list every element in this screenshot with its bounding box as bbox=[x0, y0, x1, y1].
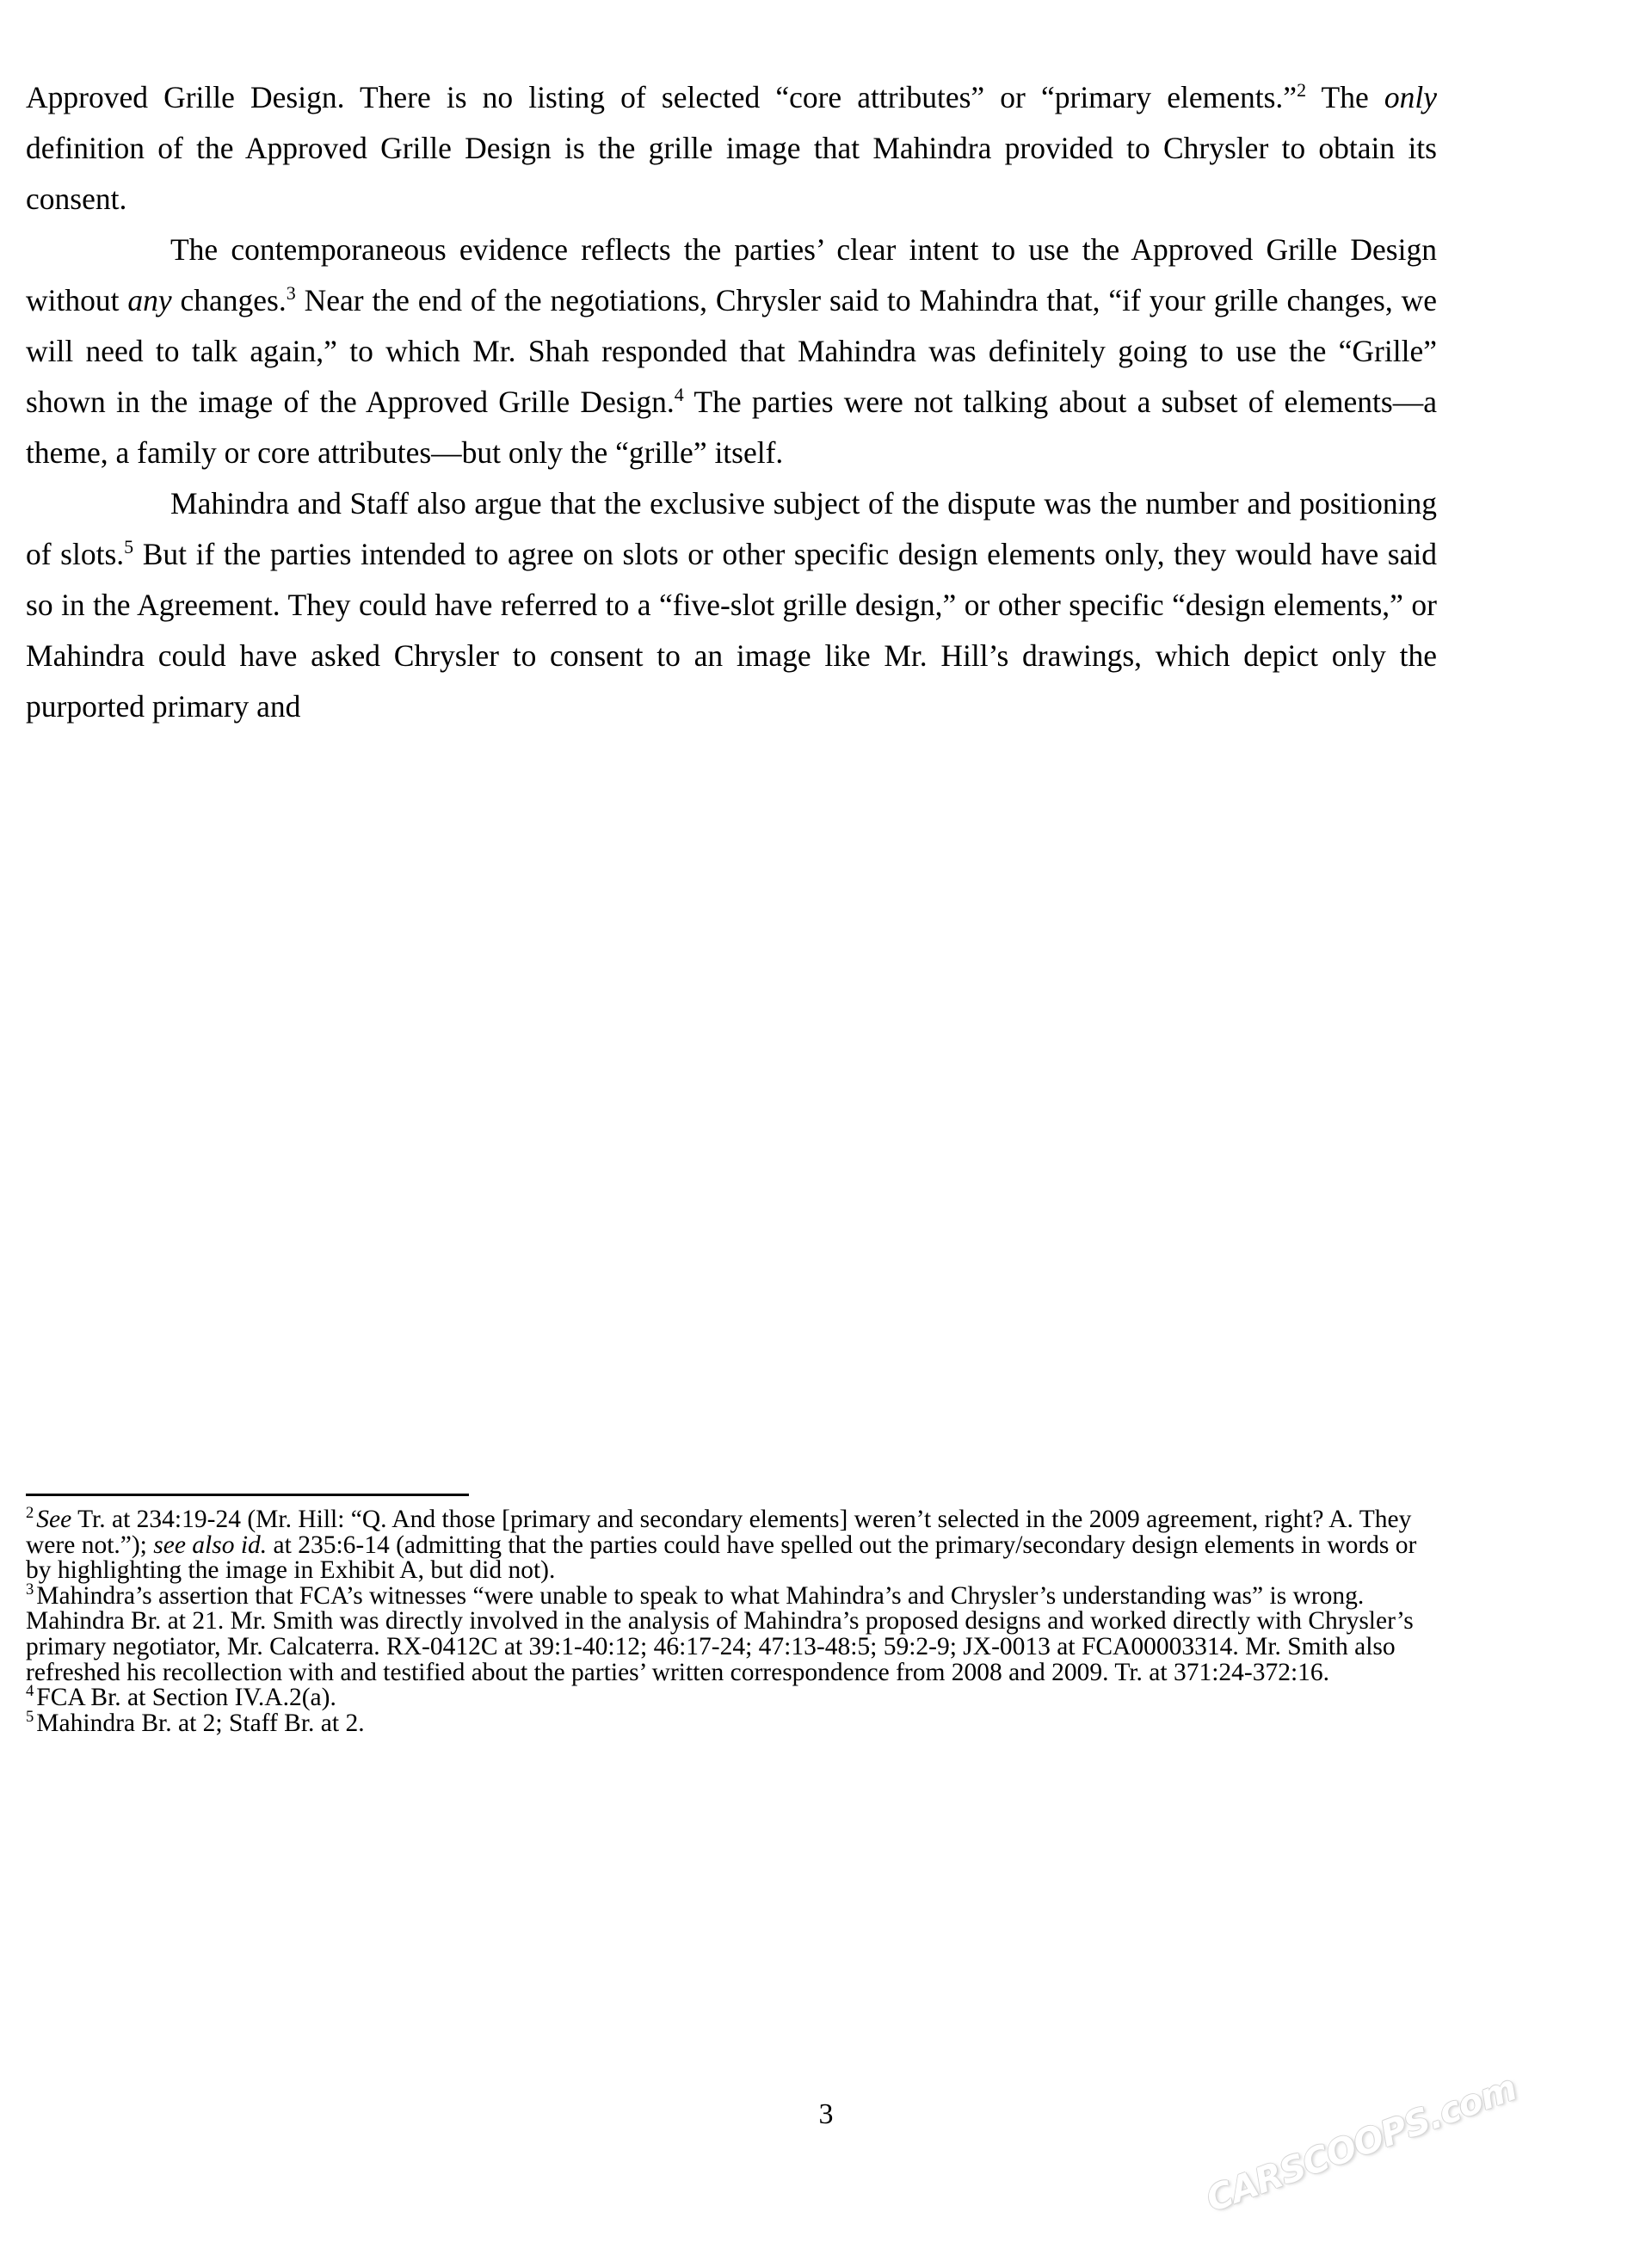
italic-run: only bbox=[1384, 80, 1437, 114]
text-run: Mahindra Br. at 2; Staff Br. at 2. bbox=[36, 1709, 365, 1737]
italic-run: See bbox=[36, 1506, 72, 1533]
text-run: Mahindra’s assertion that FCA’s witnesses “were unable to speak to what Mahindra’s and Chrysler’s understanding was” is wrong. Mahindra Br. at 21. Mr. Smith was directly involved in the analysis of Mahindra’s proposed designs and worked directly with Chrysler’s primary negotiator, Mr. Calcaterra. RX-0412C at 39:1-40:12; 46:17-24; 47:13-48:5; 59:2-9; JX-0013 at FCA00003314. Mr. Smith also refreshed his recollection with and testified about the parties’ written correspondence from 2008 and 2009. Tr. at 371:24-372:16. bbox=[26, 1581, 1414, 1686]
footnote-marker-3: 3 bbox=[26, 1580, 34, 1599]
text-run: The bbox=[1306, 80, 1384, 114]
footnote-block bbox=[26, 1504, 1424, 1737]
footnote-marker-5: 5 bbox=[26, 1707, 34, 1726]
footnote-reference-3[interactable]: 3 bbox=[286, 282, 296, 305]
text-run: Near the end of the negotiations, Chrysler said to Mahindra that, “if your grille changes, we will need to talk again,” to which Mr. Shah responded that Mahindra was definitely going to use the “Grille” shown in the image of the Approved Grille Design. bbox=[26, 283, 1437, 419]
text-run: changes. bbox=[171, 283, 287, 317]
text-run: Tr. at 234:19-24 (Mr. Hill: “Q. And those [primary and secondary elements] weren’t selected in the 2009 agreement, right? A. They were not.”); bbox=[26, 1506, 1412, 1559]
text-run: The parties were not talking about a subset of elements—a theme, a family or core attributes—but only the “grille” itself. bbox=[26, 385, 1437, 470]
text-run: at 235:6-14 (admitting that the parties could have spelled out the primary/secondary design elements in words or by highlighting the image in Exhibit A, but did not). bbox=[26, 1531, 1417, 1585]
footnote-reference-2[interactable]: 2 bbox=[1297, 79, 1307, 102]
text-run: Mahindra and Staff also argue that the exclusive subject of the dispute was the number and positioning of slots. bbox=[26, 486, 1437, 571]
body-paragraph bbox=[26, 72, 1437, 225]
footnote-separator-rule bbox=[26, 1494, 469, 1496]
text-run: definition of the Approved Grille Design is the grille image that Mahindra provided to Chrysler to obtain its consent. bbox=[26, 131, 1437, 216]
footnote-reference-4[interactable]: 4 bbox=[674, 384, 684, 406]
footnote-5 bbox=[26, 1707, 1424, 1737]
italic-run: see also id. bbox=[153, 1531, 268, 1559]
page-number: 3 bbox=[818, 2098, 834, 2130]
footnote-reference-5[interactable]: 5 bbox=[124, 536, 134, 558]
watermark-text: CARSCOOPS.com bbox=[1200, 2067, 1522, 2221]
italic-run: any bbox=[127, 283, 172, 317]
footnote-2 bbox=[26, 1504, 1424, 1585]
text-run: The contemporaneous evidence reflects the parties’ clear intent to use the Approved Grille Design without bbox=[26, 232, 1437, 317]
footnote-marker-2: 2 bbox=[26, 1504, 34, 1523]
watermark bbox=[1200, 2067, 1652, 2264]
text-run: Approved Grille Design. There is no listing of selected “core attributes” or “primary elements.” bbox=[26, 80, 1298, 114]
footnote-4 bbox=[26, 1682, 1424, 1712]
footnote-3 bbox=[26, 1580, 1424, 1686]
text-run: FCA Br. at Section IV.A.2(a). bbox=[36, 1684, 336, 1712]
body-paragraph bbox=[26, 478, 1437, 732]
body-paragraph bbox=[26, 225, 1437, 478]
body-text-block bbox=[26, 72, 1437, 732]
text-run: But if the parties intended to agree on slots or other specific design elements only, they would have said so in the Agreement. They could have referred to a “five-slot grille design,” or other specific “design elements,” or Mahindra could have asked Chrysler to consent to an image like Mr. Hill’s drawings, which depict only the purported primary and bbox=[26, 537, 1437, 724]
footnote-marker-4: 4 bbox=[26, 1682, 34, 1701]
